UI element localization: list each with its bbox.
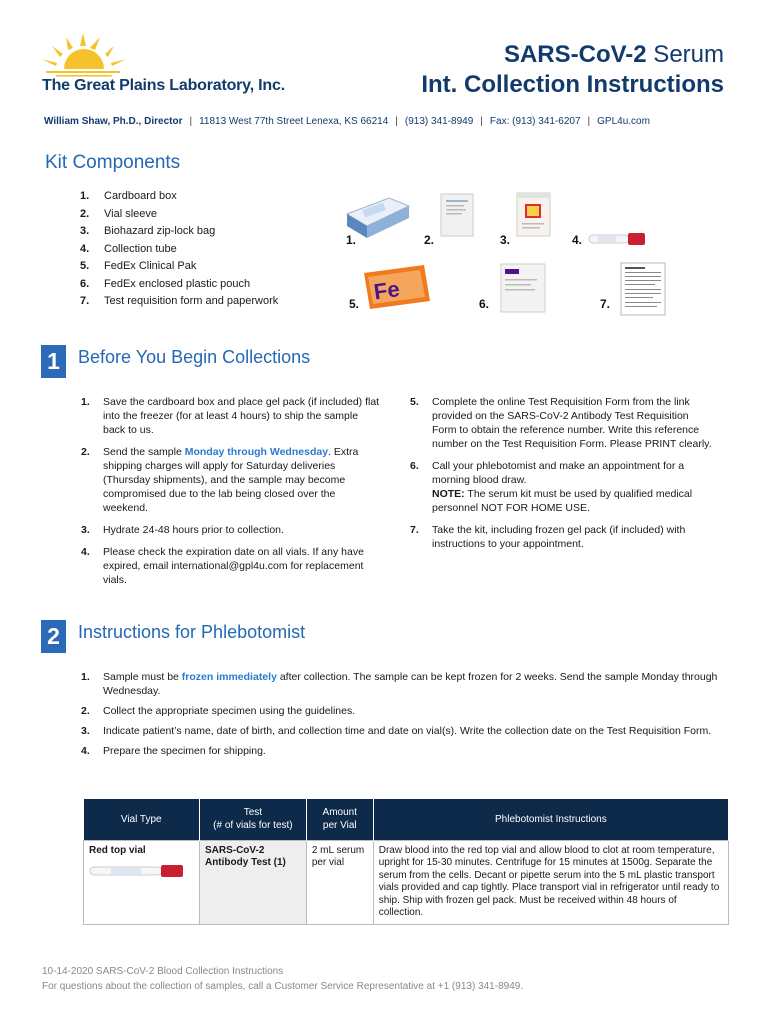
header-instructions: Phlebotomist Instructions <box>373 799 728 840</box>
lab-name: The Great Plains Laboratory, Inc. <box>42 77 285 94</box>
list-item: 2. Vial sleeve <box>80 207 157 220</box>
title-light: Serum <box>646 41 724 68</box>
list-item: 6. Call your phlebotomist and make an appointment for a morning blood draw. NOTE: The serum kit must be used by qualified medical personnel NOT FOR HOME USE. <box>410 460 693 514</box>
section-2-number: 2 <box>41 620 66 653</box>
header-test: Test (# of vials for test) <box>199 799 306 840</box>
header-vial-type: Vial Type <box>84 799 200 840</box>
section-1-number: 1 <box>41 345 66 378</box>
list-item: 1. Cardboard box <box>80 190 177 202</box>
section-1-title: Before You Begin Collections <box>78 347 311 367</box>
list-item: 4. Collection tube <box>80 242 177 255</box>
cell-vial-type: Red top vial <box>84 840 200 924</box>
header-amount: Amount per Vial <box>306 799 373 840</box>
title-line-2: Int. Collection Instructions <box>421 71 724 98</box>
cell-amount: 2 mL serum per vial <box>306 840 373 924</box>
kit-image-number: 7. <box>600 297 611 311</box>
separator: | <box>587 116 591 127</box>
title-bold: SARS-CoV-2 <box>503 41 647 68</box>
biohazard-bag-image <box>516 192 551 237</box>
list-item: 5. FedEx Clinical Pak <box>80 260 197 272</box>
separator: | <box>189 116 193 127</box>
kit-image-number: 3. <box>500 233 511 247</box>
list-item: 1. Save the cardboard box and place gel pack (if included) flat into the freezer (for at least 4 hours) to ship the sample back to us. <box>81 396 380 436</box>
sun-logo-icon <box>38 33 130 78</box>
note-label: NOTE: <box>432 488 465 500</box>
separator: | <box>395 116 398 127</box>
vial-sleeve-image <box>440 193 474 237</box>
list-item: 3. Hydrate 24-48 hours prior to collection. <box>81 524 284 536</box>
list-item: 3. Biohazard zip-lock bag <box>80 225 216 237</box>
before-collection-list-left <box>81 395 381 595</box>
document-title <box>421 40 724 100</box>
list-item: 7. Take the kit, including frozen gel pack (if included) with instructions to your appointment. <box>410 524 686 550</box>
kit-image-number: 5. <box>349 297 360 311</box>
section-2-title: Instructions for Phlebotomist <box>78 622 306 642</box>
cell-instructions: Draw blood into the red top vial and allow blood to clot at room temperature, upright for 15-30 minutes. Centrifuge for 15 minutes at 1500g. Separate the serum from the cells. Decant or pipette serum into the 5 mL plastic transport vials provided and cap tightly. Place transport vial in refrigerator until ready to ship. Ship with frozen gel pack. Must be received within 48 hours of collection. <box>373 840 728 924</box>
kit-components-title: Kit Components <box>45 152 181 173</box>
list-item: 7. Test requisition form and paperwork <box>80 295 279 307</box>
fedex-clinical-pak-image <box>362 263 432 311</box>
table-row <box>84 840 729 924</box>
vial-instructions-table <box>83 799 729 925</box>
footer-date-title: 10-14-2020 SARS-CoV-2 Blood Collection Instructions <box>42 966 284 977</box>
svg-text:Fe: Fe <box>372 276 402 305</box>
list-item: 2. Collect the appropriate specimen using the guidelines. <box>81 705 356 717</box>
kit-image-number: 2. <box>424 233 435 247</box>
contact-line <box>44 116 650 127</box>
list-item: 4. Prepare the specimen for shipping. <box>81 745 266 757</box>
address: 11813 West 77th Street Lenexa, KS 66214 <box>199 116 389 127</box>
website-link[interactable]: GPL4u.com <box>597 116 650 127</box>
list-item: 2. Send the sample Monday through Wednesday. Extra shipping charges will apply for Saturday deliveries (Thursday shipments), and the sample may become compromised due to the lab being closed over the weekend. <box>81 446 359 514</box>
collection-tube-image <box>588 230 646 248</box>
table-header-row <box>84 799 729 840</box>
kit-image-number: 6. <box>479 297 490 311</box>
fax: Fax: (913) 341-6207 <box>489 116 581 127</box>
list-item: 4. Please check the expiration date on all vials. If any have expired, email international@gpl4u.com for replacement vials. <box>81 546 364 586</box>
requisition-form-image <box>620 262 666 316</box>
phone: (913) 341-8949 <box>404 116 474 127</box>
red-top-vial-icon <box>89 863 185 879</box>
list-item: 5. Complete the online Test Requisition Form from the link provided on the SARS-CoV-2 Antibody Test Requisition Form to obtain the reference number. Write this reference number on the Test Requisition Form. Please PRINT clearly. <box>410 396 712 450</box>
separator: | <box>480 116 483 127</box>
list-item: 1. Sample must be frozen immediately after collection. The sample can be kept frozen for 2 weeks. Send the sample Monday through Wednesday. <box>81 671 718 697</box>
phlebotomist-list <box>81 670 721 766</box>
list-item: 6. FedEx enclosed plastic pouch <box>80 277 251 290</box>
kit-image-number: 1. <box>346 233 357 247</box>
footer-contact-note: For questions about the collection of samples, call a Customer Service Representative at +1 (913) 341-8949. <box>42 981 524 992</box>
before-collection-list-right <box>410 395 715 559</box>
kit-components-list <box>80 189 278 312</box>
cell-test: SARS-CoV-2 Antibody Test (1) <box>199 840 306 924</box>
kit-image-number: 4. <box>572 233 583 247</box>
list-item: 3. Indicate patient’s name, date of birth, and collection time and date on vial(s). Write the collection date on the Test Requisition Form. <box>81 725 712 737</box>
highlight-text: Monday through Wednesday <box>184 446 329 458</box>
highlight-text: frozen immediately <box>181 671 277 683</box>
fedex-pouch-image <box>500 263 546 313</box>
director: William Shaw, Ph.D., Director <box>44 116 183 127</box>
